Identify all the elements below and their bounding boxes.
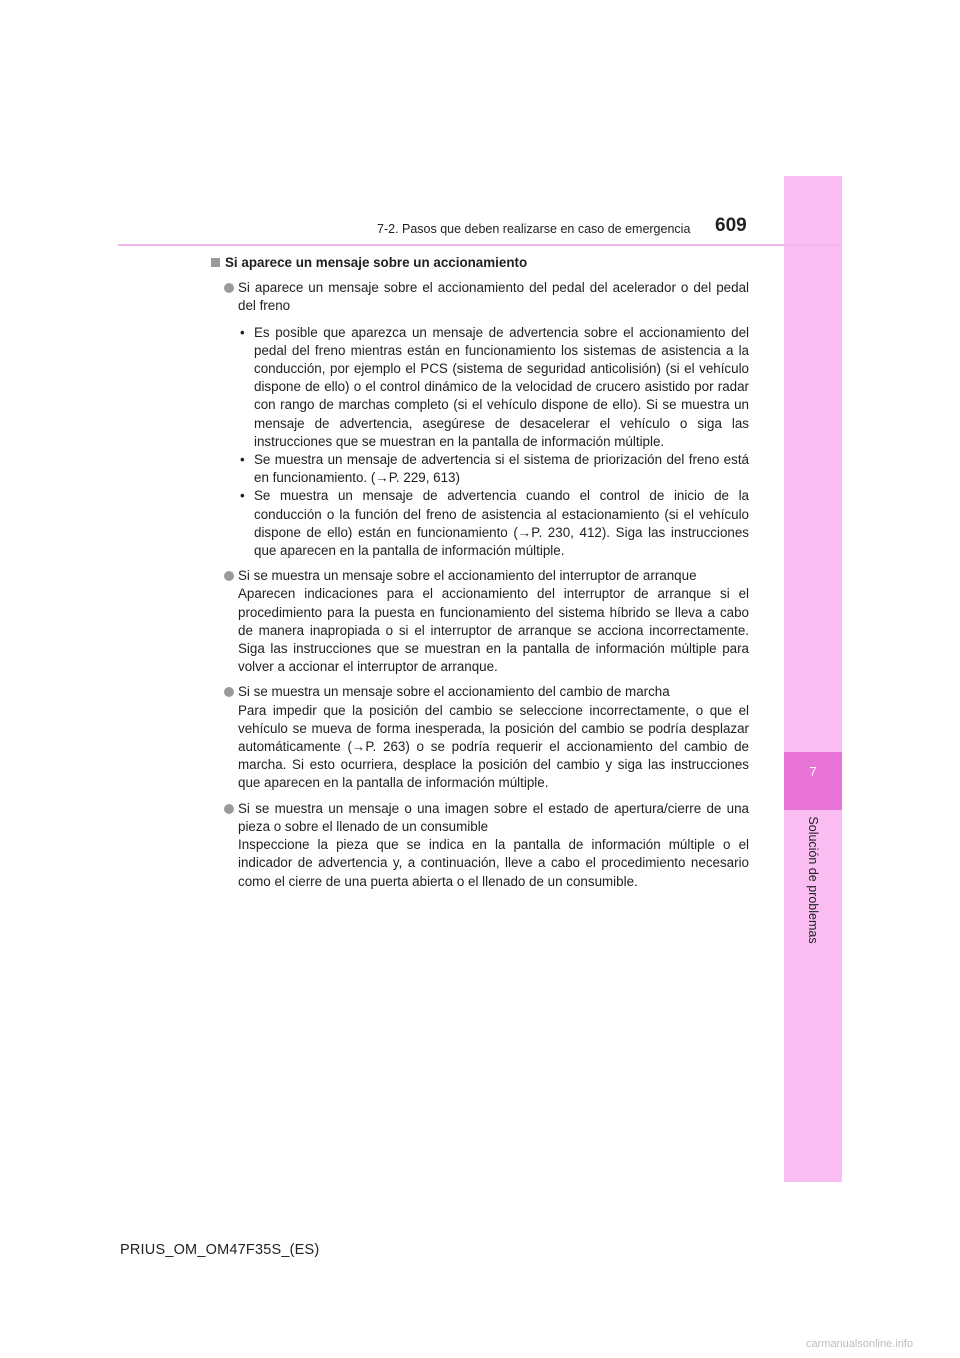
- header-title: 7-2. Pasos que deben realizarse en caso de emergencia: [377, 222, 691, 236]
- sub-list-item: • Se muestra un mensaje de advertencia cuando el control de inicio de la conducción o la función del freno de asistencia al estacionamiento (si el vehículo dispone de ello) están en funcionamiento (→P. 230, 412). Siga las instrucciones que aparecen en la pantalla de información múltiple.: [240, 488, 749, 559]
- footer-code: PRIUS_OM_OM47F35S_(ES): [120, 1242, 320, 1258]
- sub-list-item: • Se muestra un mensaje de advertencia si el sistema de priorización del freno está en funcionamiento. (→P. 229, 613): [240, 452, 749, 486]
- circle-bullet-icon: [224, 283, 234, 293]
- circle-bullet-icon: [224, 687, 234, 697]
- page-number: 609: [715, 215, 747, 236]
- list-item: [211, 567, 749, 676]
- chapter-tab-active-marker: [784, 752, 842, 810]
- item-text: Inspeccione la pieza que se indica en la pantalla de información múltiple o el indicador de advertencia y, a continuación, lleve a cabo el procedimiento necesario como el cierre de una puerta abierta o el llenado de un consumible.: [238, 837, 749, 889]
- chapter-tab-strip: [784, 176, 842, 1182]
- dot-marker-icon: •: [240, 452, 245, 468]
- item-text: Si aparece un mensaje sobre el accionamiento del pedal del acelerador o del pedal del freno: [238, 280, 749, 314]
- section-heading-text: Si aparece un mensaje sobre un accionamiento: [225, 255, 528, 270]
- item-text: Para impedir que la posición del cambio se seleccione incorrectamente, o que el vehículo se mueva de forma inesperada, la posición del cambio se podría desplazar automáticamente (→P. 263) o se podría requerir el accionamiento del cambio de marcha. Si esto ocurriera, desplace la posición del cambio y siga las instrucciones que aparecen en la pantalla de información múltiple.: [238, 702, 749, 791]
- circle-bullet-icon: [224, 804, 234, 814]
- chapter-tab-label: Solución de problemas: [806, 816, 820, 944]
- sub-list-item: • Es posible que aparezca un mensaje de advertencia sobre el accionamiento del pedal del freno mientras están en funcionamiento los sistemas de asistencia a la conducción, por ejemplo el PCS (sistema de seguridad anticolisión) (si el vehículo dispone de ello) o el control dinámico de la velocidad de crucero asistido por radar con rango de marchas completo (si el vehículo dispone de ello). Si se muestra un mensaje de advertencia, asegúrese de desacelerar el vehículo o siga las instrucciones que se muestran en la pantalla de información múltiple.: [240, 324, 749, 449]
- sub-list: [238, 324, 749, 561]
- item-title: Si se muestra un mensaje o una imagen sobre el estado de apertura/cierre de una pieza o sobre el llenado de un consumible: [238, 800, 749, 834]
- list-item: [211, 279, 749, 560]
- watermark: carmanualsonline.info: [806, 1338, 914, 1350]
- item-title: Si se muestra un mensaje sobre el accionamiento del cambio de marcha: [238, 684, 670, 700]
- list-item: [211, 683, 749, 792]
- section-heading: [211, 254, 749, 272]
- dot-marker-icon: •: [240, 488, 245, 504]
- dot-marker-icon: •: [240, 324, 245, 340]
- page-content: [211, 254, 749, 898]
- list-item: [211, 800, 749, 891]
- item-text: Aparecen indicaciones para el accionamiento del interruptor de arranque si el procedimiento para la puesta en funcionamiento del sistema híbrido se lleva a cabo de manera inapropiada o si el interruptor de arranque se acciona incorrectamente. Siga las instrucciones que se muestran en la pantalla de información múltiple para volver a accionar el interruptor de arranque.: [238, 586, 749, 675]
- header-rule: [118, 244, 842, 246]
- square-bullet-icon: [211, 258, 220, 267]
- item-title: Si se muestra un mensaje sobre el accionamiento del interruptor de arranque: [238, 568, 697, 584]
- chapter-tab-number: 7: [809, 764, 817, 779]
- circle-bullet-icon: [224, 571, 234, 581]
